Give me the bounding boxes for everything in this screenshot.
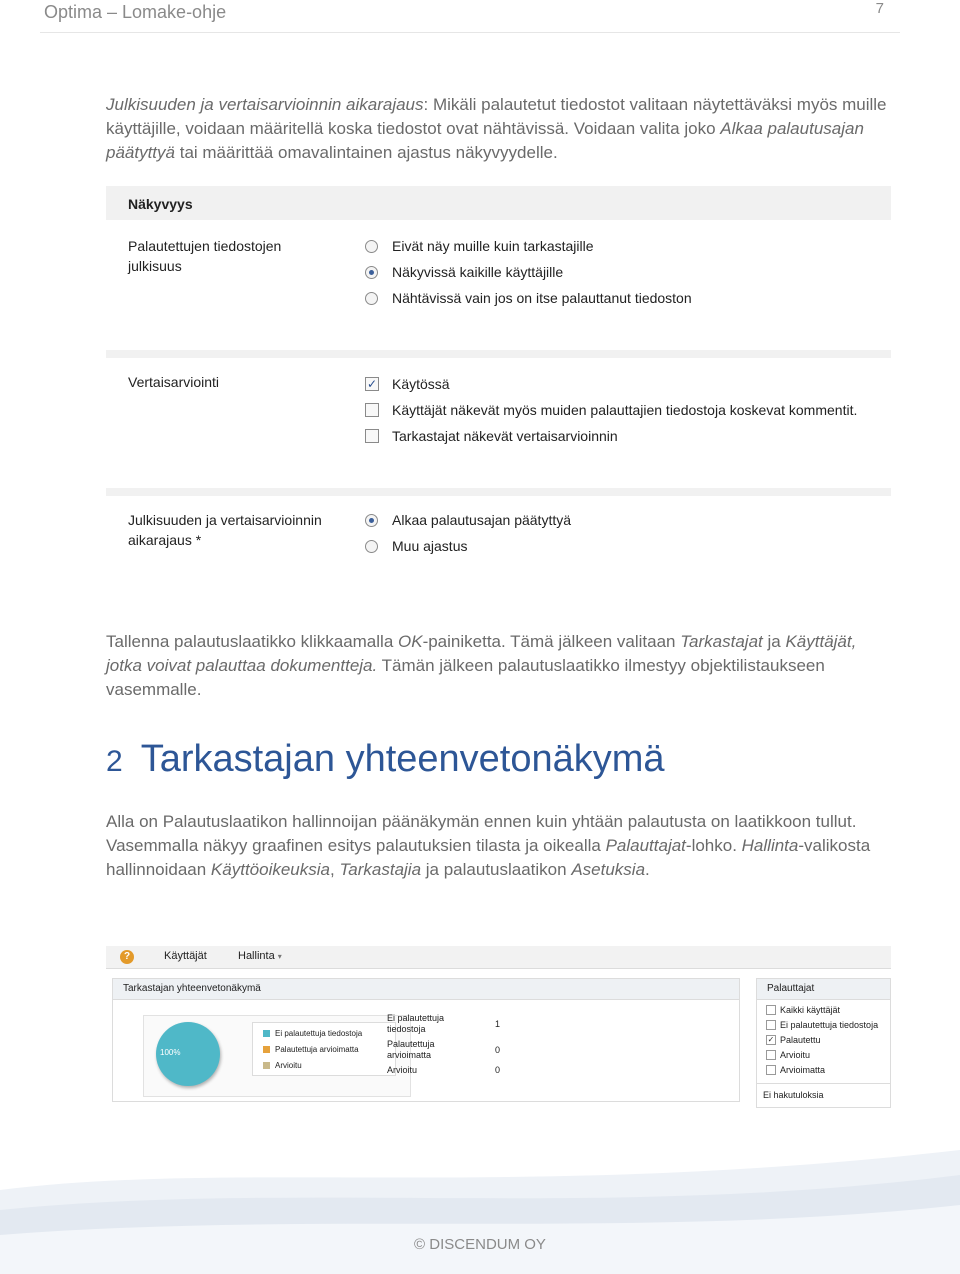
publicity-label: Palautettujen tiedostojen julkisuus bbox=[128, 238, 282, 274]
section-title: Tarkastajan yhteenvetonäkymä bbox=[140, 738, 665, 780]
timing-label: Julkisuuden ja vertaisarvioinnin aikarajaus * bbox=[128, 512, 322, 548]
section-text-1: Alla on Palautuslaatikon hallinnoijan päänäkymän ennen kuin yhtään palautusta on laatikkoon tullut. Vasemmalla näkyy graafinen esitys palautuksien tilasta ja oikealla bbox=[106, 812, 857, 855]
radio-button-selected[interactable] bbox=[365, 514, 378, 527]
radio-button[interactable] bbox=[365, 292, 378, 305]
radio-button-selected[interactable] bbox=[365, 266, 378, 279]
legend-label: Ei palautettuja tiedostoja bbox=[275, 1029, 363, 1038]
filter-label: Kaikki käyttäjät bbox=[780, 1005, 841, 1015]
radio-button[interactable] bbox=[365, 240, 378, 253]
stat-value: 1 bbox=[495, 1019, 501, 1029]
option-label: Näkyvissä kaikille käyttäjille bbox=[392, 264, 564, 280]
submitters-panel-title: Palauttajat bbox=[757, 979, 890, 1000]
visibility-settings-screenshot bbox=[106, 186, 891, 564]
section-text-6: . bbox=[645, 860, 650, 879]
filter-reviewed[interactable] bbox=[766, 1050, 810, 1060]
stat-label: Ei palautettuja tiedostoja bbox=[387, 1013, 445, 1034]
intro-text-1: : Mikäli palautetut tiedostot valitaan näytettäväksi myös muille käyttäjille, voidaan määritellä koska tiedostot ovat nähtävissä. Voidaan valita joko bbox=[106, 95, 887, 138]
users-term: Käyttäjät, jotka voivat palauttaa dokumentteja. bbox=[106, 632, 857, 675]
save-text-1: Tallenna palautuslaatikko klikkaamalla bbox=[106, 632, 398, 651]
checkbox[interactable] bbox=[766, 1065, 776, 1075]
option-label: Käyttäjät näkevät myös muiden palauttajien tiedostoja koskevat kommentit. bbox=[392, 402, 858, 418]
permissions-term: Käyttöoikeuksia bbox=[210, 860, 330, 879]
option-label: Alkaa palautusajan päätyttyä bbox=[392, 512, 572, 528]
checkbox[interactable] bbox=[365, 429, 379, 443]
filter-unreviewed[interactable] bbox=[766, 1065, 825, 1075]
top-navigation-bar bbox=[106, 946, 891, 969]
option-label: Tarkastajat näkevät vertaisarvioinnin bbox=[392, 428, 618, 444]
stat-value: 0 bbox=[495, 1065, 501, 1075]
checkbox[interactable] bbox=[766, 1050, 776, 1060]
stat-label: Palautettuja arvioimatta bbox=[387, 1039, 435, 1060]
reviewers-term: Tarkastajat bbox=[680, 632, 763, 651]
header-divider bbox=[40, 32, 900, 33]
save-text-2: -painiketta. Tämä jälkeen valitaan bbox=[422, 632, 681, 651]
legend-item bbox=[263, 1029, 362, 1038]
tab-management[interactable] bbox=[238, 950, 282, 962]
radio-button[interactable] bbox=[365, 540, 378, 553]
stat-label: Arvioitu bbox=[387, 1065, 418, 1075]
reviewers-term: Tarkastajia bbox=[339, 860, 422, 879]
legend-label: Arvioitu bbox=[275, 1061, 302, 1070]
page-number: 7 bbox=[875, 0, 884, 17]
filter-no-files[interactable] bbox=[766, 1020, 878, 1030]
peer-option-enabled[interactable] bbox=[365, 376, 450, 392]
publicity-option-2[interactable] bbox=[365, 264, 563, 280]
intro-term: Julkisuuden ja vertaisarvioinnin aikarajaus bbox=[106, 95, 424, 114]
legend-swatch bbox=[263, 1062, 270, 1069]
document-title: Optima – Lomake-ohje bbox=[44, 2, 227, 22]
filter-label: Ei palautettuja tiedostoja bbox=[780, 1020, 879, 1030]
tab-users[interactable]: Käyttäjät bbox=[164, 950, 207, 962]
divider bbox=[757, 1083, 890, 1084]
option-label: Nähtävissä vain jos on itse palauttanut tiedoston bbox=[392, 290, 692, 306]
timing-option-custom[interactable] bbox=[365, 538, 467, 554]
section-text-3: -valikosta hallinnoidaan bbox=[106, 836, 871, 879]
option-label: Eivät näy muille kuin tarkastajille bbox=[392, 238, 594, 254]
timing-option-after-deadline[interactable] bbox=[365, 512, 571, 528]
section-heading bbox=[106, 738, 665, 781]
stat-value: 0 bbox=[495, 1045, 501, 1055]
peer-option-comments[interactable] bbox=[365, 402, 857, 418]
section-text-5: ja palautuslaatikon bbox=[421, 860, 572, 879]
section-text-4: , bbox=[330, 860, 340, 879]
chevron-down-icon: ▾ bbox=[277, 952, 282, 961]
management-term: Hallinta bbox=[741, 836, 799, 855]
section-number: 2 bbox=[106, 745, 123, 778]
section-text-2: -lohko. bbox=[685, 836, 742, 855]
legend-swatch bbox=[263, 1030, 270, 1037]
summary-view-screenshot bbox=[106, 946, 891, 1124]
intro-paragraph bbox=[106, 93, 896, 165]
checkbox-checked[interactable]: ✓ bbox=[767, 1035, 775, 1044]
ok-term: OK bbox=[398, 632, 423, 651]
no-results-text: Ei hakutuloksia bbox=[763, 1090, 824, 1100]
intro-option: Alkaa palautusajan päätyttyä bbox=[106, 119, 864, 162]
checkbox[interactable] bbox=[766, 1020, 776, 1030]
summary-panel bbox=[112, 978, 740, 1102]
section-header-band bbox=[106, 186, 891, 220]
footer-decoration bbox=[0, 1140, 960, 1274]
publicity-option-1[interactable] bbox=[365, 238, 594, 254]
peer-option-reviewers[interactable] bbox=[365, 428, 618, 444]
settings-term: Asetuksia bbox=[571, 860, 646, 879]
chart-box bbox=[143, 1015, 411, 1097]
summary-panel-title: Tarkastajan yhteenvetonäkymä bbox=[113, 979, 739, 1000]
submitters-panel bbox=[756, 978, 891, 1108]
filter-all-users[interactable] bbox=[766, 1005, 840, 1015]
legend-item bbox=[263, 1045, 359, 1054]
filter-label: Arvioimatta bbox=[780, 1065, 826, 1075]
filter-label: Palautettu bbox=[780, 1035, 821, 1045]
option-label: Muu ajastus bbox=[392, 538, 468, 554]
option-label: Käytössä bbox=[392, 376, 450, 392]
separator-band bbox=[106, 350, 891, 358]
help-icon[interactable]: ? bbox=[120, 950, 134, 964]
intro-text-2: tai määrittää omavalintainen ajastus näkyvyydelle. bbox=[175, 143, 558, 162]
publicity-option-3[interactable] bbox=[365, 290, 692, 306]
legend-swatch bbox=[263, 1046, 270, 1053]
save-paragraph bbox=[106, 630, 896, 702]
save-text-4: Tämän jälkeen palautuslaatikko ilmestyy objektilistaukseen vasemmalle. bbox=[106, 656, 825, 699]
checkbox[interactable] bbox=[766, 1005, 776, 1015]
filter-submitted[interactable] bbox=[766, 1035, 821, 1045]
legend-item bbox=[263, 1061, 302, 1070]
checkbox[interactable] bbox=[365, 403, 379, 417]
pie-label: 100% bbox=[160, 1048, 181, 1057]
tab-management-label: Hallinta bbox=[238, 950, 275, 962]
footer-copyright: © DISCENDUM OY bbox=[414, 1236, 546, 1253]
peer-review-label: Vertaisarviointi bbox=[128, 374, 220, 390]
save-text-3: ja bbox=[762, 632, 786, 651]
submitters-term: Palauttajat bbox=[605, 836, 686, 855]
section-paragraph bbox=[106, 810, 896, 882]
separator-band bbox=[106, 488, 891, 496]
checkbox-checked[interactable]: ✓ bbox=[366, 377, 378, 391]
legend-label: Palautettuja arvioimatta bbox=[275, 1045, 359, 1054]
visibility-section-title: Näkyvyys bbox=[128, 196, 193, 212]
filter-label: Arvioitu bbox=[780, 1050, 811, 1060]
